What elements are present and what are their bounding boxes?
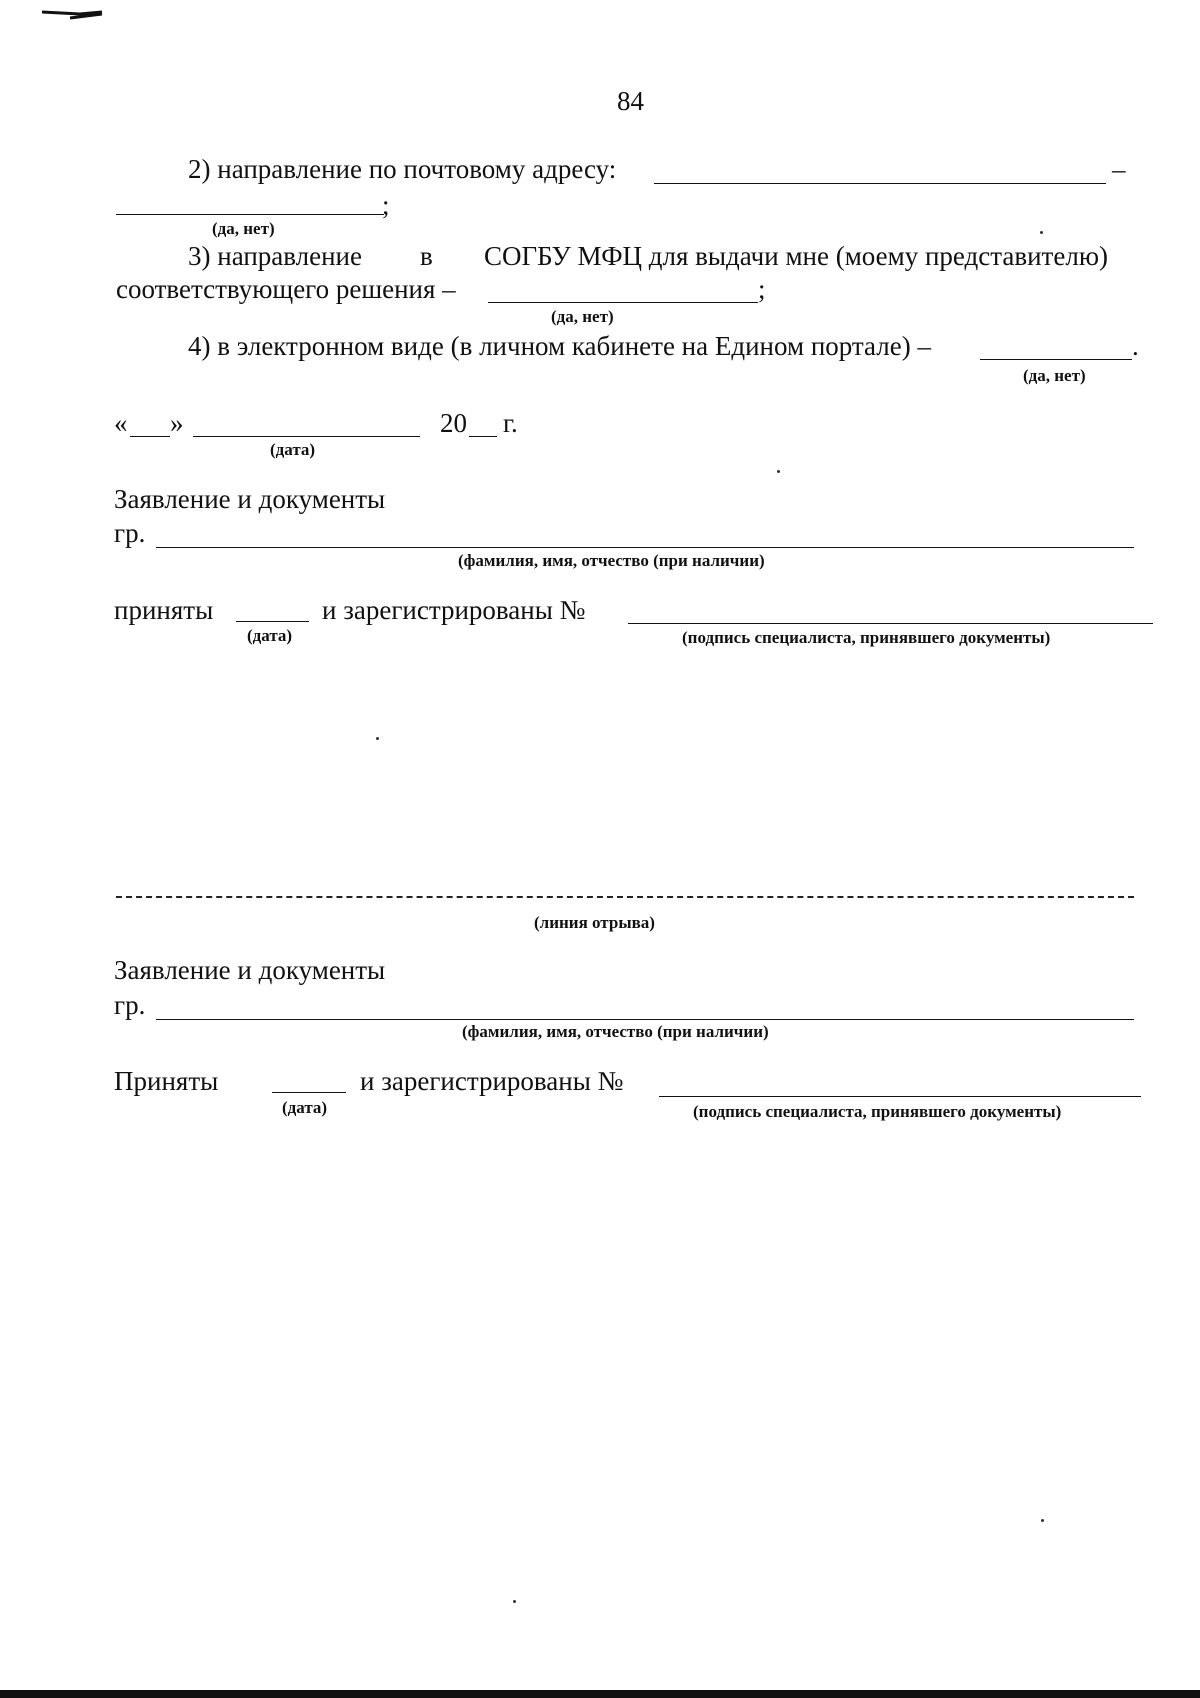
item4-text: 4) в электронном виде (в личном кабинете на Едином портале) – [188,331,931,361]
block1-date-caption: (дата) [247,626,293,645]
scan-mark-icon [40,8,110,22]
page-number: 84 [617,86,644,116]
scan-bottom-edge [0,1690,1200,1698]
block1-signature-field[interactable] [628,623,1153,624]
block1-registered: и зарегистрированы № [322,595,586,625]
item3-caption: (да, нет) [551,307,614,326]
block1-accepted: приняты [114,595,214,625]
year-suffix: г. [503,408,518,438]
item2-semicolon: ; [382,190,390,220]
tear-caption: (линия отрыва) [534,913,655,932]
month-field[interactable] [193,436,420,437]
block1-title: Заявление и документы [114,484,386,514]
block1-fio-caption: (фамилия, имя, отчество (при наличии) [458,551,765,570]
item3-org: СОГБУ МФЦ для выдачи мне (моему представителю) [484,241,1108,271]
postal-address-field[interactable] [654,183,1106,184]
item2-dash: – [1112,154,1126,184]
scan-speck [777,470,780,473]
block2-date-caption: (дата) [282,1098,328,1117]
item3-in: в [420,241,433,271]
item3-line2: соответствующего решения – [116,274,456,304]
block2-registered: и зарегистрированы № [360,1066,624,1096]
block2-signature-field[interactable] [659,1096,1141,1097]
item3-semicolon: ; [758,274,766,304]
block1-date-field[interactable] [236,621,309,622]
block1-fio-field[interactable] [156,547,1134,548]
block2-fio-caption: (фамилия, имя, отчество (при наличии) [462,1022,769,1041]
item4-period: . [1132,331,1139,361]
block2-sign-caption: (подпись специалиста, принявшего документы) [693,1102,1062,1121]
block1-sign-caption: (подпись специалиста, принявшего документы) [682,628,1051,647]
tear-line [116,896,1134,898]
date-quote-close: » [170,408,184,438]
block2-date-field[interactable] [272,1092,346,1093]
year-prefix: 20 [440,408,467,438]
block2-gr-label: гр. [114,990,146,1020]
block2-title: Заявление и документы [114,955,386,985]
scan-speck [376,737,379,740]
mfc-yes-no-field[interactable] [488,302,758,303]
date-caption: (дата) [270,440,316,459]
block2-fio-field[interactable] [156,1019,1134,1020]
date-quote-open: « [114,408,128,438]
item2-text: 2) направление по почтовому адресу: [188,154,617,184]
day-field[interactable] [130,436,170,437]
item3-number: 3) направление [188,241,362,271]
block2-accepted: Приняты [114,1066,219,1096]
electronic-yes-no-field[interactable] [980,359,1132,360]
postal-yes-no-field[interactable] [116,214,384,215]
year-field[interactable] [469,436,497,437]
scan-speck [513,1600,516,1603]
item4-caption: (да, нет) [1023,366,1086,385]
scan-speck [1041,1519,1044,1522]
block1-gr-label: гр. [114,518,146,548]
scan-speck [1040,231,1043,234]
item2-caption: (да, нет) [212,219,275,238]
